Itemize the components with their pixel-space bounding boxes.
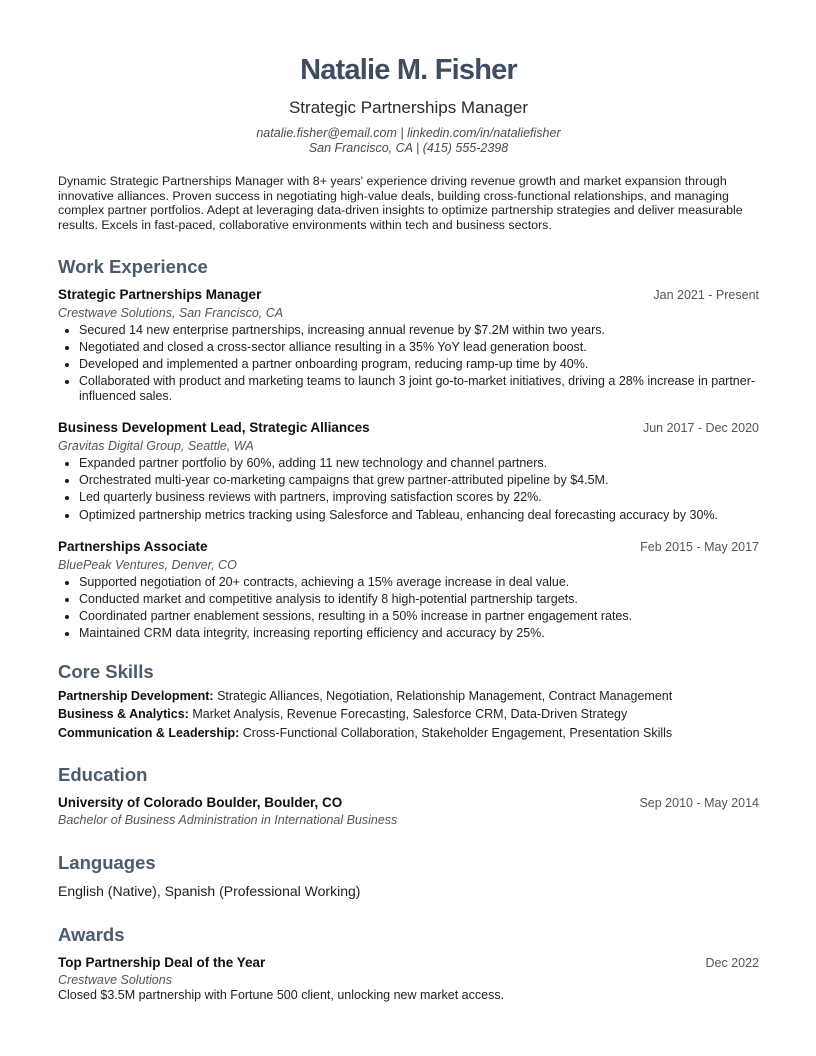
school-name: University of Colorado Boulder, Boulder, CO	[58, 795, 343, 811]
skill-values: Market Analysis, Revenue Forecasting, Salesforce CRM, Data-Driven Strategy	[192, 707, 628, 722]
job-company: Crestwave Solutions, San Francisco, CA	[58, 306, 284, 320]
list-item: • Expanded partner portfolio by 60%, adding 11 new technology and channel partners.	[79, 456, 759, 471]
section-heading: Education	[58, 764, 148, 786]
skill-line	[58, 724, 759, 743]
list-item: • Secured 14 new enterprise partnerships, increasing annual revenue by $7.2M within two years.	[79, 323, 759, 338]
education-section	[58, 764, 759, 828]
languages-list: English (Native), Spanish (Professional Working)	[58, 883, 361, 900]
professional-summary: Dynamic Strategic Partnerships Manager with 8+ years' experience driving revenue growth and market expansion through innovative alliances. Proven success in negotiating high-value deals, building cross-functional relationships, and managing complex partner portfolios. Adept at leveraging data-driven insights to optimize partnership strategies and deliver measurable results. Excels in fast-paced, collaborative environments within tech and business sectors.	[58, 174, 743, 232]
skill-values: Cross-Functional Collaboration, Stakeholder Engagement, Presentation Skills	[242, 725, 673, 740]
awards-section	[58, 924, 759, 1003]
list-item: • Coordinated partner enablement sessions, resulting in a 50% increase in partner engagement rates.	[79, 609, 759, 624]
list-item: • Negotiated and closed a cross-sector alliance resulting in a 35% YoY lead generation boost.	[79, 340, 759, 355]
resume-header	[58, 0, 759, 156]
skill-line	[58, 687, 759, 706]
work-experience-section	[58, 256, 759, 641]
job-dates: Jan 2021 - Present	[653, 288, 759, 302]
job-entry	[58, 419, 759, 522]
skill-line	[58, 705, 759, 724]
section-heading: Work Experience	[58, 256, 208, 277]
job-bullets	[58, 323, 759, 403]
job-dates: Jun 2017 - Dec 2020	[642, 421, 759, 436]
section-heading: Awards	[58, 924, 125, 946]
job-entry	[58, 538, 759, 641]
list-item: • Led quarterly business reviews with partners, improving satisfaction scores by 22%.	[79, 490, 759, 505]
job-company: Gravitas Digital Group, Seattle, WA	[58, 439, 254, 454]
award-organization: Crestwave Solutions	[58, 973, 172, 988]
list-item: • Conducted market and competitive analysis to identify 8 high-potential partnership targets.	[79, 592, 759, 607]
section-heading: Languages	[58, 852, 156, 874]
list-item: • Supported negotiation of 20+ contracts, achieving a 15% average increase in deal value.	[79, 575, 759, 590]
award-description: Closed $3.5M partnership with Fortune 500 client, unlocking new market access.	[58, 988, 505, 1003]
job-title: Partnerships Associate	[58, 539, 208, 555]
degree: Bachelor of Business Administration in International Business	[58, 813, 398, 828]
award-title: Top Partnership Deal of the Year	[58, 955, 266, 971]
list-item: • Orchestrated multi-year co-marketing campaigns that grew partner-attributed pipeline by $4.5M.	[79, 473, 759, 488]
contact-line-1: natalie.fisher@email.com | linkedin.com/in/nataliefisher	[256, 126, 561, 140]
section-heading: Core Skills	[58, 660, 154, 682]
list-item: • Maintained CRM data integrity, increasing reporting efficiency and accuracy by 25%.	[79, 626, 759, 641]
job-dates: Feb 2015 - May 2017	[640, 540, 759, 555]
skill-category: Communication & Leadership:	[58, 725, 240, 740]
job-company: BluePeak Ventures, Denver, CO	[58, 558, 237, 573]
candidate-name: Natalie M. Fisher	[300, 54, 517, 86]
list-item: • Optimized partnership metrics tracking using Salesforce and Tableau, enhancing deal forecasting accuracy by 30%.	[79, 508, 759, 523]
contact-info	[58, 126, 759, 156]
contact-line-2: San Francisco, CA | (415) 555-2398	[308, 141, 509, 155]
job-bullets	[58, 456, 759, 522]
candidate-title: Strategic Partnerships Manager	[288, 98, 529, 117]
list-item: • Collaborated with product and marketing teams to launch 3 joint go-to-market initiatives, driving a 28% increase in partner-influenced sales.	[79, 374, 759, 403]
job-bullets	[58, 575, 759, 641]
list-item: • Developed and implemented a partner onboarding program, reducing ramp-up time by 40%.	[79, 357, 759, 372]
award-date: Dec 2022	[705, 956, 759, 971]
skill-category: Partnership Development:	[58, 688, 214, 703]
education-dates: Sep 2010 - May 2014	[639, 796, 759, 811]
job-title: Business Development Lead, Strategic Alliances	[58, 420, 370, 436]
job-entry	[58, 286, 759, 403]
languages-section	[58, 852, 759, 900]
core-skills-section	[58, 661, 759, 743]
skill-values: Strategic Alliances, Negotiation, Relationship Management, Contract Management	[217, 688, 673, 703]
skill-category: Business & Analytics:	[58, 707, 189, 722]
job-title: Strategic Partnerships Manager	[58, 287, 262, 302]
